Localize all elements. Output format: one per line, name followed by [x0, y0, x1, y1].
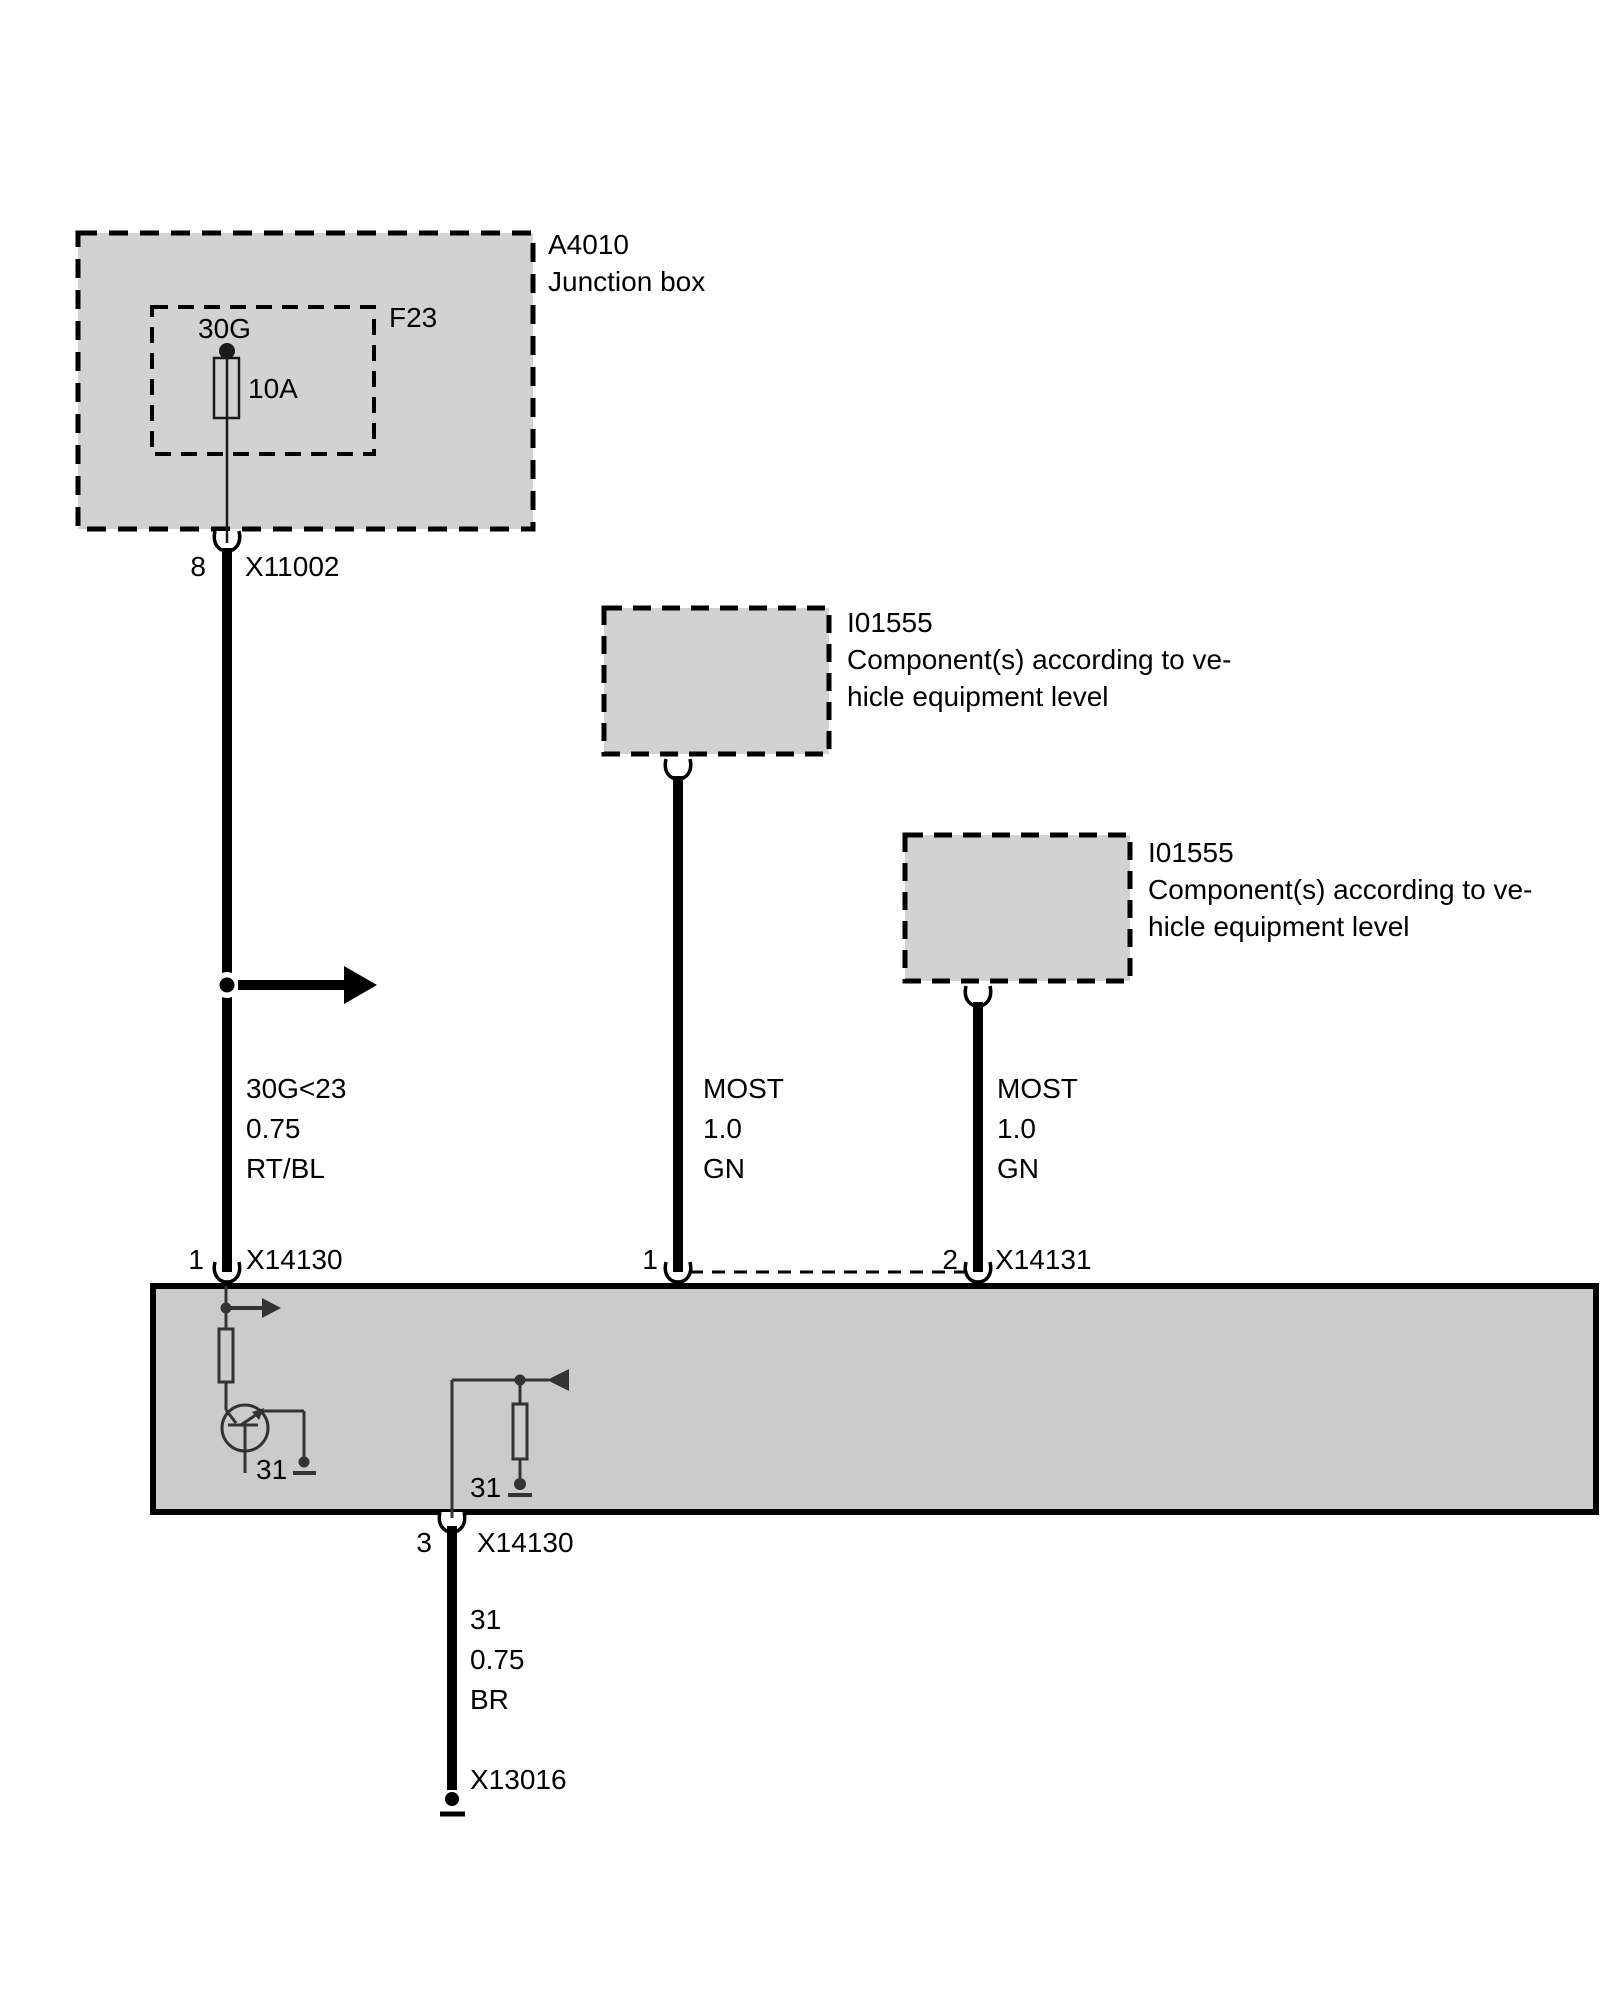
component-right-label — [1148, 834, 1532, 945]
fuse-rating-label: 10A — [248, 373, 298, 404]
pin-8-label: 8 — [190, 551, 206, 582]
junction-box-id: A4010 — [548, 229, 629, 260]
ecu-ground1-label: 31 — [256, 1454, 288, 1485]
wire1-spec-label — [246, 1069, 346, 1189]
junction-box-label — [548, 226, 705, 300]
wire1-circuit: 30G<23 — [246, 1073, 347, 1104]
branch-arrow-out — [214, 966, 377, 1004]
ground-x13016-dot — [445, 1792, 459, 1806]
arrow-right-icon — [344, 966, 377, 1004]
wire4-circuit: 31 — [470, 1604, 502, 1635]
fuse-box-label: F23 — [389, 302, 438, 333]
ecu-b-node-dot — [515, 1375, 526, 1386]
component-right-desc1: Component(s) according to ve- — [1148, 874, 1533, 905]
ground-b-dot — [514, 1478, 526, 1490]
component-top-id: I01555 — [847, 607, 933, 638]
component-top-desc1: Component(s) according to ve- — [847, 644, 1232, 675]
wire2-size: 1.0 — [703, 1113, 742, 1144]
wire2-circuit: MOST — [703, 1073, 784, 1104]
terminal-30g-label: 30G — [198, 313, 251, 344]
ecu-a-node-dot — [221, 1303, 232, 1314]
component-right-id: I01555 — [1148, 837, 1234, 868]
ecu-ground2-label: 31 — [470, 1472, 502, 1503]
connector-x14131-label: X14131 — [995, 1244, 1092, 1275]
pin-2-wire3-label: 2 — [942, 1244, 958, 1275]
component-right-desc2: hicle equipment level — [1148, 911, 1410, 942]
wire3-color: GN — [997, 1153, 1039, 1184]
junction-box — [78, 233, 533, 529]
pin-1-wire2-label: 1 — [642, 1244, 658, 1275]
wire3-spec-label — [997, 1069, 1078, 1189]
pin-1-wire1-label: 1 — [188, 1244, 204, 1275]
wire3-circuit: MOST — [997, 1073, 1078, 1104]
ground-a-dot — [299, 1457, 310, 1468]
connector-x13016-label: X13016 — [470, 1764, 567, 1795]
component-box-top — [604, 608, 829, 754]
wire3-size: 1.0 — [997, 1113, 1036, 1144]
junction-box-name: Junction box — [548, 266, 706, 297]
wire1-size: 0.75 — [246, 1113, 301, 1144]
wire4-spec-label — [470, 1600, 525, 1720]
wire4-color: BR — [470, 1684, 509, 1715]
component-top-desc2: hicle equipment level — [847, 681, 1109, 712]
connector-x14130-bottom-label: X14130 — [477, 1527, 574, 1558]
connector-x14130-label: X14130 — [246, 1244, 343, 1275]
wire2-color: GN — [703, 1153, 745, 1184]
wire1-color: RT/BL — [246, 1153, 325, 1184]
component-box-right — [905, 835, 1130, 981]
wire2-spec-label — [703, 1069, 784, 1189]
connector-x11002-label: X11002 — [245, 551, 340, 582]
wire4-size: 0.75 — [470, 1644, 525, 1675]
pin-3-label: 3 — [416, 1527, 432, 1558]
component-top-label — [847, 604, 1231, 715]
branch-dot — [220, 978, 235, 993]
ecu-box — [153, 1286, 1596, 1512]
